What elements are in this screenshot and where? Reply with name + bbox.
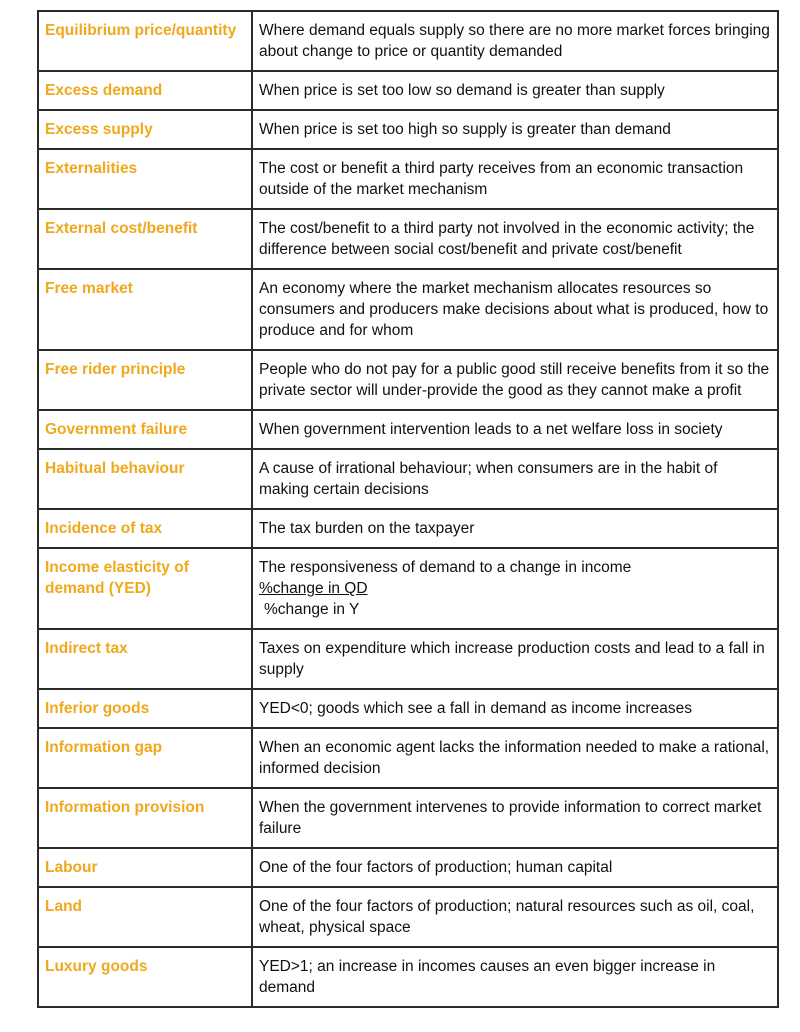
term-cell: Externalities <box>38 149 252 209</box>
table-row <box>38 11 778 71</box>
definition-cell: When an economic agent lacks the information needed to make a rational, informed decision <box>252 728 778 788</box>
term-cell: Labour <box>38 848 252 887</box>
definition-text: The responsiveness of demand to a change in income <box>259 559 632 576</box>
formula-denominator: %change in Y <box>264 601 360 618</box>
definition-cell: Where demand equals supply so there are no more market forces bringing about change to price or quantity demanded <box>252 11 778 71</box>
term-cell: Equilibrium price/quantity <box>38 11 252 71</box>
definition-cell: YED<0; goods which see a fall in demand as income increases <box>252 689 778 728</box>
definition-cell: The cost or benefit a third party receives from an economic transaction outside of the market mechanism <box>252 149 778 209</box>
term-cell: Luxury goods <box>38 947 252 1007</box>
term-cell: Information gap <box>38 728 252 788</box>
table-row <box>38 848 778 887</box>
table-row <box>38 947 778 1007</box>
term-cell: External cost/benefit <box>38 209 252 269</box>
table-row <box>38 410 778 449</box>
term-cell: Free rider principle <box>38 350 252 410</box>
definition-cell: The cost/benefit to a third party not involved in the economic activity; the difference between social cost/benefit and private cost/benefit <box>252 209 778 269</box>
definition-cell: One of the four factors of production; human capital <box>252 848 778 887</box>
definition-cell: An economy where the market mechanism allocates resources so consumers and producers make decisions about what is produced, how to produce and for whom <box>252 269 778 350</box>
table-row <box>38 269 778 350</box>
definition-cell: People who do not pay for a public good still receive benefits from it so the private sector will under-provide the good as they cannot make a profit <box>252 350 778 410</box>
table-row <box>38 149 778 209</box>
term-cell: Habitual behaviour <box>38 449 252 509</box>
definition-cell: YED>1; an increase in incomes causes an even bigger increase in demand <box>252 947 778 1007</box>
term-cell: Inferior goods <box>38 689 252 728</box>
table-row <box>38 509 778 548</box>
definition-cell: A cause of irrational behaviour; when consumers are in the habit of making certain decisions <box>252 449 778 509</box>
table-row <box>38 350 778 410</box>
definition-cell: The tax burden on the taxpayer <box>252 509 778 548</box>
term-cell: Incidence of tax <box>38 509 252 548</box>
term-cell: Indirect tax <box>38 629 252 689</box>
glossary-table <box>37 10 779 1008</box>
term-cell: Information provision <box>38 788 252 848</box>
definition-cell <box>252 548 778 629</box>
glossary-body <box>38 11 778 1007</box>
term-cell: Government failure <box>38 410 252 449</box>
table-row <box>38 728 778 788</box>
term-cell: Excess supply <box>38 110 252 149</box>
definition-cell: Taxes on expenditure which increase production costs and lead to a fall in supply <box>252 629 778 689</box>
table-row <box>38 548 778 629</box>
table-row <box>38 449 778 509</box>
table-row <box>38 209 778 269</box>
term-cell: Excess demand <box>38 71 252 110</box>
table-row <box>38 71 778 110</box>
table-row <box>38 110 778 149</box>
definition-cell: When price is set too low so demand is greater than supply <box>252 71 778 110</box>
definition-cell: When price is set too high so supply is greater than demand <box>252 110 778 149</box>
table-row <box>38 788 778 848</box>
table-row <box>38 629 778 689</box>
term-cell: Income elasticity of demand (YED) <box>38 548 252 629</box>
term-cell: Free market <box>38 269 252 350</box>
definition-cell: When government intervention leads to a net welfare loss in society <box>252 410 778 449</box>
definition-cell: One of the four factors of production; natural resources such as oil, coal, wheat, physical space <box>252 887 778 947</box>
formula-numerator: %change in QD <box>259 580 368 597</box>
table-row <box>38 689 778 728</box>
term-cell: Land <box>38 887 252 947</box>
definition-cell: When the government intervenes to provide information to correct market failure <box>252 788 778 848</box>
table-row <box>38 887 778 947</box>
